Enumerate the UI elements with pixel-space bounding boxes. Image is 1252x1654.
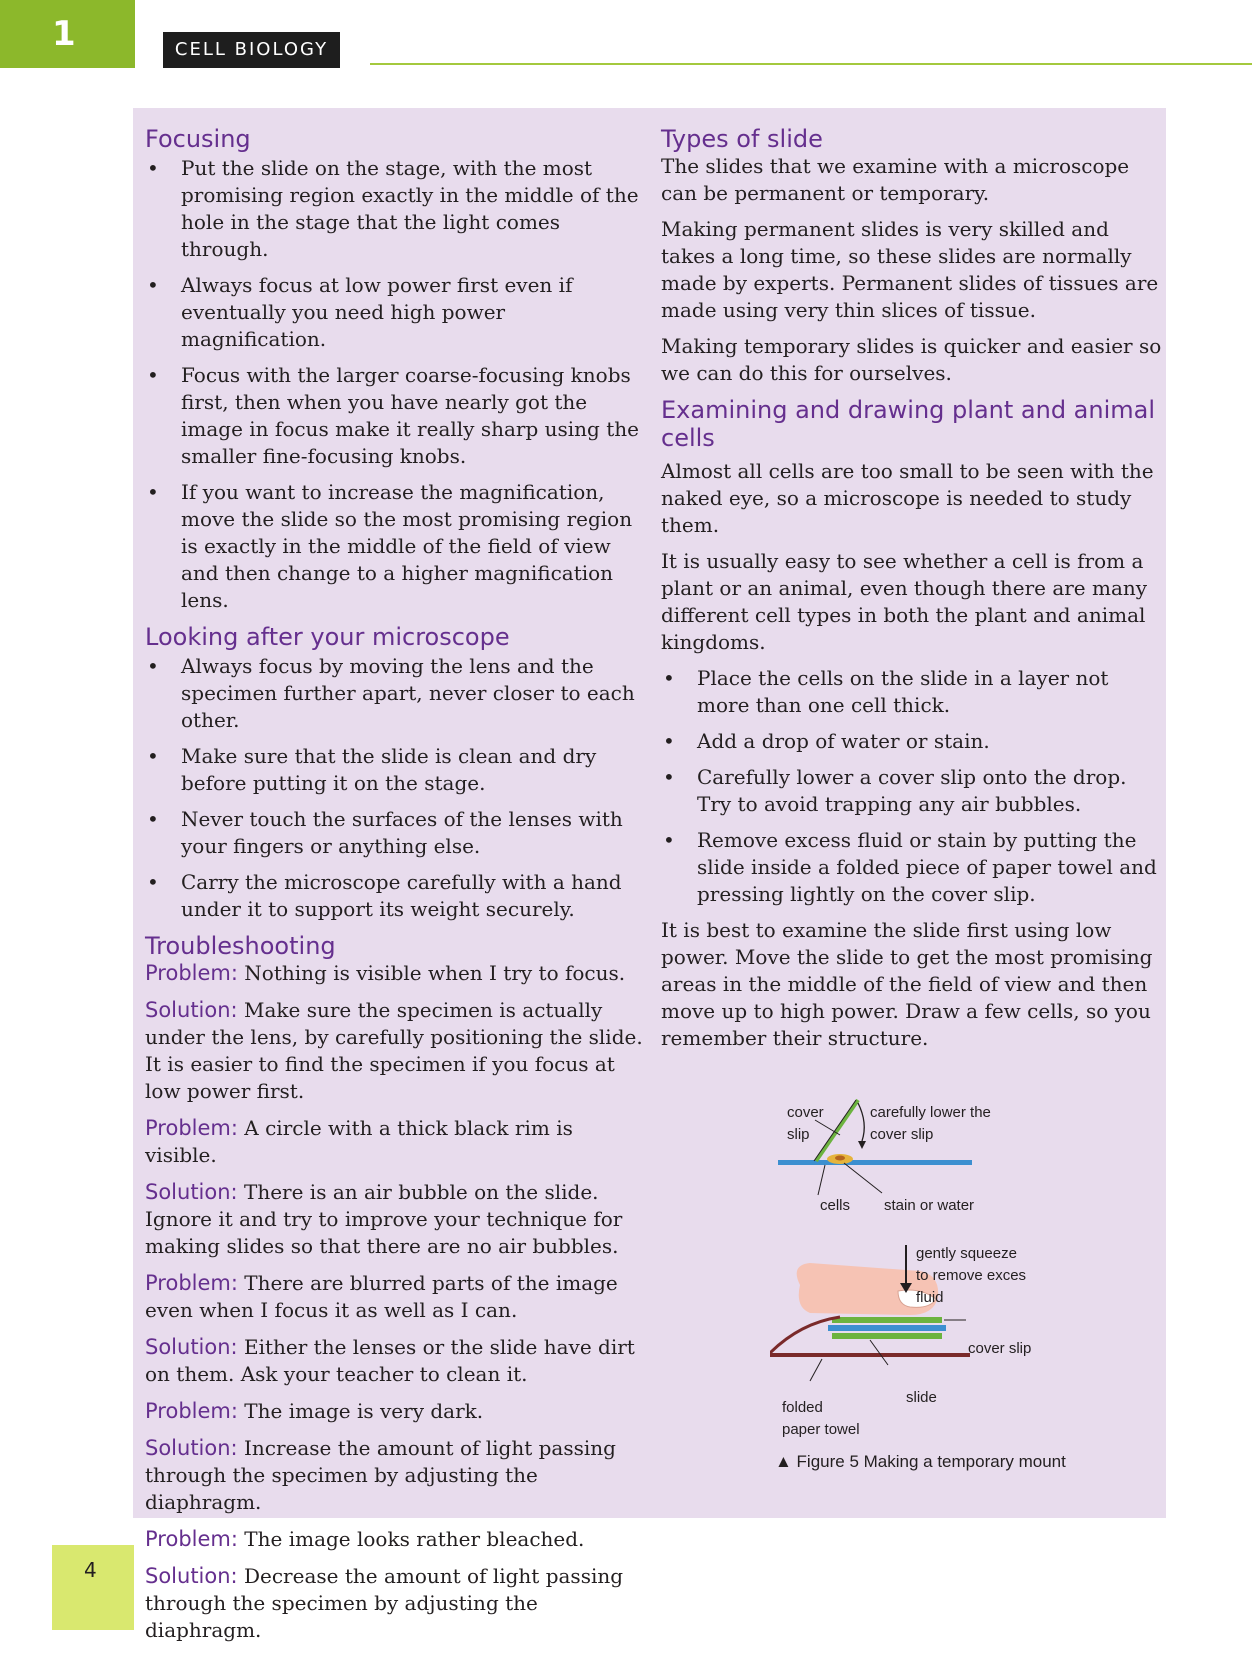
problem-3	[145, 1270, 645, 1324]
problem-label: Problem:	[145, 961, 238, 985]
problem-label: Problem:	[145, 1271, 238, 1295]
problem-2	[145, 1115, 645, 1169]
problem-4	[145, 1398, 645, 1425]
solution-label: Solution:	[145, 1436, 238, 1460]
problem-text: Nothing is visible when I try to focus.	[244, 961, 626, 985]
solution-text: Decrease the amount of light passing through the specimen by adjusting the diaphragm.	[145, 1564, 624, 1642]
solution-label: Solution:	[145, 1180, 238, 1204]
label-squeeze-2: to remove exces	[916, 1267, 1027, 1284]
label-cover-bottom: slip	[787, 1126, 810, 1143]
label-towel-1: folded	[782, 1399, 823, 1416]
cover-slip-shape	[832, 1317, 942, 1323]
list-item: • Focus with the larger coarse-focusing knobs first, then when you have nearly got the image in focus make it really sharp using the smaller fine-focusing knobs.	[145, 362, 645, 470]
problem-text: There are blurred parts of the image even when I focus it as well as I can.	[145, 1271, 618, 1322]
problem-text: A circle with a thick black rim is visible.	[145, 1116, 573, 1167]
problem-text: The image is very dark.	[244, 1399, 484, 1423]
solution-text: There is an air bubble on the slide. Ignore it and try to improve your technique for making slides so that there are no air bubbles.	[145, 1180, 623, 1258]
page-number: 4	[84, 1558, 97, 1582]
solution-text: Increase the amount of light passing through the specimen by adjusting the diaphragm.	[145, 1436, 616, 1514]
label-stain: stain or water	[884, 1197, 975, 1214]
temporary-mount-figure	[770, 1095, 1100, 1475]
focusing-heading: Focusing	[145, 125, 251, 153]
solution-3	[145, 1334, 645, 1388]
header-rule	[370, 63, 1252, 65]
examining-list	[661, 665, 1164, 908]
list-item: • Add a drop of water or stain.	[661, 728, 1164, 755]
solution-4	[145, 1435, 645, 1516]
solution-label: Solution:	[145, 1335, 238, 1359]
list-item: • Put the slide on the stage, with the most promising region exactly in the middle of the hole in the stage that the light comes through.	[145, 155, 645, 263]
list-item: • Remove excess fluid or stain by putting the slide inside a folded piece of paper towel and pressing lightly on the cover slip.	[661, 827, 1164, 908]
label-lower-line1: carefully lower the	[870, 1104, 991, 1121]
problem-1	[145, 960, 645, 987]
list-item: • Make sure that the slide is clean and dry before putting it on the stage.	[145, 743, 645, 797]
types-of-slide-heading: Types of slide	[661, 125, 823, 153]
looking-after-list	[145, 653, 645, 923]
looking-after-heading: Looking after your microscope	[145, 623, 510, 651]
section-title: CELL BIOLOGY	[163, 32, 340, 68]
slide-shape	[778, 1160, 972, 1165]
paragraph: The slides that we examine with a microscope can be permanent or temporary.	[661, 154, 1130, 205]
problem-label: Problem:	[145, 1399, 238, 1423]
label-squeeze-1: gently squeeze	[916, 1245, 1017, 1262]
solution-2	[145, 1179, 645, 1260]
solution-text: Make sure the specimen is actually under the lens, by carefully positioning the slide. It is easier to find the specimen if you focus at low power first.	[145, 998, 643, 1103]
list-item: • Carry the microscope carefully with a hand under it to support its weight securely.	[145, 869, 645, 923]
label-cells: cells	[820, 1197, 851, 1214]
problem-label: Problem:	[145, 1527, 238, 1551]
list-item: • Never touch the surfaces of the lenses with your fingers or anything else.	[145, 806, 645, 860]
paragraph: Making temporary slides is quicker and easier so we can do this for ourselves.	[661, 334, 1162, 385]
towel-top	[770, 1317, 840, 1353]
paragraph: Almost all cells are too small to be seen with the naked eye, so a microscope is needed to study them.	[661, 459, 1154, 537]
examining-heading: Examining and drawing plant and animal cells	[661, 396, 1156, 452]
slide-block	[828, 1325, 946, 1331]
solution-label: Solution:	[145, 1564, 238, 1588]
solution-1	[145, 997, 645, 1105]
label-squeeze-3: fluid	[916, 1289, 944, 1306]
left-column	[145, 125, 645, 1654]
label-cover-slip: cover slip	[968, 1340, 1032, 1357]
lower-arrow	[858, 1103, 864, 1141]
troubleshooting-heading: Troubleshooting	[145, 932, 336, 960]
focusing-list	[145, 155, 645, 614]
paragraph: Making permanent slides is very skilled and takes a long time, so these slides are normally made by experts. Permanent slides of tissues are made using very thin slices of tissue.	[661, 217, 1159, 322]
solution-5	[145, 1563, 645, 1644]
list-item: • Always focus by moving the lens and the specimen further apart, never closer to each other.	[145, 653, 645, 734]
problem-5	[145, 1526, 645, 1553]
problem-label: Problem:	[145, 1116, 238, 1140]
paragraph: It is best to examine the slide first using low power. Move the slide to get the most promising areas in the middle of the field of view and then move up to high power. Draw a few cells, so you remember their structure.	[661, 918, 1153, 1050]
label-lower-line2: cover slip	[870, 1126, 934, 1143]
list-item: • If you want to increase the magnification, move the slide so the most promising region is exactly in the middle of the field of view and then change to a higher magnification lens.	[145, 479, 645, 614]
paragraph: It is usually easy to see whether a cell is from a plant or an animal, even though there are many different cell types in both the plant and animal kingdoms.	[661, 549, 1148, 654]
problem-text: The image looks rather bleached.	[244, 1527, 585, 1551]
solution-label: Solution:	[145, 998, 238, 1022]
solution-text: Either the lenses or the slide have dirt on them. Ask your teacher to clean it.	[145, 1335, 635, 1386]
label-cover-top: cover	[787, 1104, 824, 1121]
list-item: • Always focus at low power first even if eventually you need high power magnification.	[145, 272, 645, 353]
figure-caption: ▲ Figure 5 Making a temporary mount	[775, 1452, 1066, 1471]
list-item: • Place the cells on the slide in a layer not more than one cell thick.	[661, 665, 1164, 719]
cells-blob	[835, 1156, 845, 1161]
right-column	[661, 125, 1164, 1061]
list-item: • Carefully lower a cover slip onto the drop. Try to avoid trapping any air bubbles.	[661, 764, 1164, 818]
chapter-number: 1	[52, 14, 76, 54]
label-towel-2: paper towel	[782, 1421, 860, 1438]
label-slide: slide	[906, 1389, 937, 1406]
